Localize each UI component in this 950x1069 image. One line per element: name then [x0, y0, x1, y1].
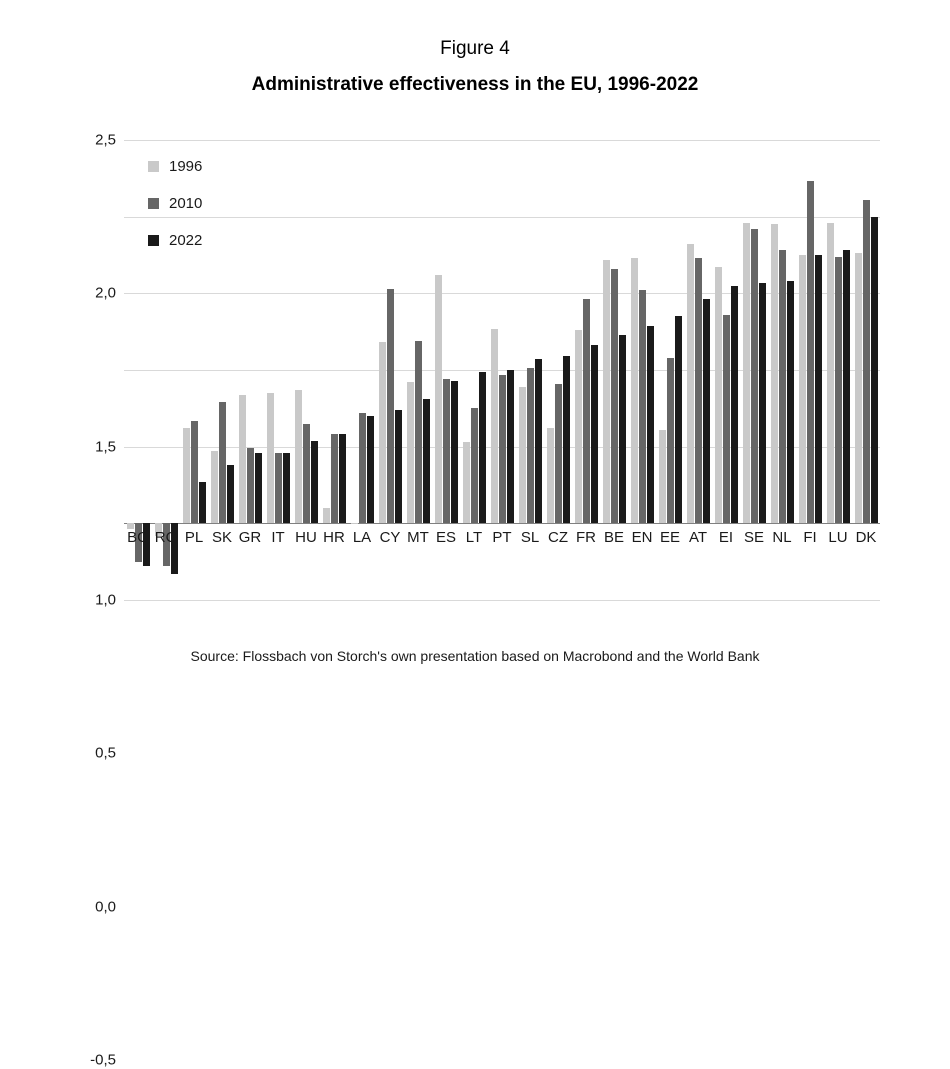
- bar-EI-2010: [723, 315, 730, 524]
- bar-FI-1996: [799, 255, 806, 523]
- bar-CZ-2022: [563, 356, 570, 523]
- legend-item: [148, 189, 202, 217]
- y-axis-tick-label: 0,5: [95, 744, 116, 762]
- y-axis-tick-label: 2,5: [95, 131, 116, 149]
- y-axis-tick-label: 1,0: [95, 591, 116, 609]
- x-axis-label-AT: AT: [688, 529, 708, 547]
- bar-GR-2022: [255, 453, 262, 524]
- x-axis-label-SL: SL: [520, 529, 540, 547]
- bar-PL-2010: [191, 421, 198, 524]
- bar-DK-2010: [863, 200, 870, 524]
- bar-SE-2010: [751, 229, 758, 523]
- bar-CY-2010: [387, 289, 394, 524]
- bar-MT-1996: [407, 382, 414, 523]
- legend-item: [148, 152, 202, 180]
- y-axis-tick-label: 1,5: [95, 438, 116, 456]
- bar-LU-1996: [827, 223, 834, 524]
- x-axis-label-DK: DK: [855, 529, 877, 547]
- bar-MT-2010: [415, 341, 422, 523]
- bar-ES-1996: [435, 275, 442, 523]
- x-axis-label-EN: EN: [631, 529, 653, 547]
- x-axis-label-SE: SE: [743, 529, 764, 547]
- legend-swatch-2022: [148, 235, 159, 246]
- bar-EE-2022: [675, 316, 682, 523]
- bar-AT-2022: [703, 299, 710, 523]
- page-title: Administrative effectiveness in the EU, 1996-2022: [251, 74, 699, 95]
- bar-SE-1996: [743, 223, 750, 524]
- x-axis-label-HR: HR: [323, 529, 345, 547]
- bar-LU-2010: [835, 257, 842, 524]
- x-axis-label-EE: EE: [659, 529, 680, 547]
- bar-FR-2022: [591, 345, 598, 523]
- x-axis-label-FI: FI: [803, 529, 817, 547]
- bar-SK-2010: [219, 402, 226, 523]
- x-axis-label-PL: PL: [184, 529, 204, 547]
- bar-SL-2010: [527, 368, 534, 523]
- legend: [148, 152, 202, 263]
- x-axis-label-CZ: CZ: [548, 529, 568, 547]
- x-axis-label-MT: MT: [407, 529, 429, 547]
- legend-item: [148, 226, 202, 254]
- bar-LA-2010: [359, 413, 366, 523]
- bar-PL-2022: [199, 482, 206, 523]
- bar-FI-2022: [815, 255, 822, 523]
- x-axis-label-IT: IT: [271, 529, 285, 547]
- bar-LA-2022: [367, 416, 374, 523]
- bar-LT-2022: [479, 372, 486, 524]
- bar-EN-2022: [647, 326, 654, 524]
- bar-EI-1996: [715, 267, 722, 523]
- bar-IT-2010: [275, 453, 282, 524]
- bar-EE-1996: [659, 430, 666, 524]
- bar-EN-1996: [631, 258, 638, 523]
- y-axis-tick-label: -0,5: [90, 1051, 116, 1069]
- bar-LU-2022: [843, 250, 850, 523]
- legend-label-2010: 2010: [169, 194, 203, 212]
- bar-GR-2010: [247, 448, 254, 523]
- x-axis-label-SK: SK: [211, 529, 232, 547]
- legend-label-2022: 2022: [169, 231, 203, 249]
- x-axis-label-LT: LT: [465, 529, 483, 547]
- bar-EN-2010: [639, 290, 646, 523]
- bar-HR-2022: [339, 434, 346, 523]
- bar-SL-1996: [519, 387, 526, 523]
- bar-PT-2010: [499, 375, 506, 524]
- bar-MT-2022: [423, 399, 430, 523]
- bar-BE-1996: [603, 260, 610, 524]
- bar-PL-1996: [183, 428, 190, 523]
- bar-HR-1996: [323, 508, 330, 523]
- x-axis-label-CY: CY: [379, 529, 401, 547]
- bar-HU-1996: [295, 390, 302, 523]
- bar-CY-1996: [379, 342, 386, 523]
- bar-DK-2022: [871, 217, 878, 524]
- y-axis-tick-label: 0,0: [95, 898, 116, 916]
- bar-LT-2010: [471, 408, 478, 523]
- bar-GR-1996: [239, 395, 246, 524]
- bar-SE-2022: [759, 283, 766, 524]
- source-note: Source: Flossbach von Storch's own presentation based on Macrobond and the World Bank: [190, 648, 760, 664]
- bar-FI-2010: [807, 181, 814, 523]
- bar-HR-2010: [331, 434, 338, 523]
- bar-EI-2022: [731, 286, 738, 524]
- x-axis-label-EI: EI: [718, 529, 734, 547]
- x-axis-label-RO: RO: [154, 529, 178, 547]
- bar-CZ-2010: [555, 384, 562, 524]
- x-axis-label-BE: BE: [603, 529, 624, 547]
- bar-SL-2022: [535, 359, 542, 523]
- bar-IT-2022: [283, 453, 290, 524]
- bar-IT-1996: [267, 393, 274, 523]
- legend-label-1996: 1996: [169, 157, 203, 175]
- legend-swatch-1996: [148, 161, 159, 172]
- bar-NL-2010: [779, 250, 786, 523]
- x-axis-label-PT: PT: [492, 529, 512, 547]
- x-axis-label-ES: ES: [435, 529, 456, 547]
- x-axis-label-BG: BG: [127, 529, 149, 547]
- bar-PT-2022: [507, 370, 514, 523]
- bar-BE-2010: [611, 269, 618, 524]
- bar-AT-2010: [695, 258, 702, 523]
- y-axis-tick-label: 2,0: [95, 284, 116, 302]
- figure-label: Figure 4: [440, 38, 510, 59]
- x-axis-label-LU: LU: [828, 529, 848, 547]
- bar-NL-1996: [771, 224, 778, 523]
- bar-ES-2010: [443, 379, 450, 523]
- bar-SK-1996: [211, 451, 218, 523]
- bar-CZ-1996: [547, 428, 554, 523]
- bar-SK-2022: [227, 465, 234, 523]
- bar-FR-1996: [575, 330, 582, 523]
- bar-AT-1996: [687, 244, 694, 523]
- legend-swatch-2010: [148, 198, 159, 209]
- x-axis-label-LA: LA: [352, 529, 372, 547]
- x-axis-label-NL: NL: [772, 529, 792, 547]
- bar-EE-2010: [667, 358, 674, 524]
- bar-HU-2010: [303, 424, 310, 524]
- bar-FR-2010: [583, 299, 590, 523]
- bar-DK-1996: [855, 253, 862, 523]
- bar-HU-2022: [311, 441, 318, 524]
- bar-LA-1996: [351, 523, 358, 524]
- bar-BE-2022: [619, 335, 626, 524]
- x-axis-label-HU: HU: [295, 529, 317, 547]
- bar-CY-2022: [395, 410, 402, 523]
- bar-ES-2022: [451, 381, 458, 524]
- x-axis-label-FR: FR: [576, 529, 596, 547]
- bar-PT-1996: [491, 329, 498, 524]
- bar-NL-2022: [787, 281, 794, 523]
- bar-LT-1996: [463, 442, 470, 523]
- x-axis-label-GR: GR: [238, 529, 262, 547]
